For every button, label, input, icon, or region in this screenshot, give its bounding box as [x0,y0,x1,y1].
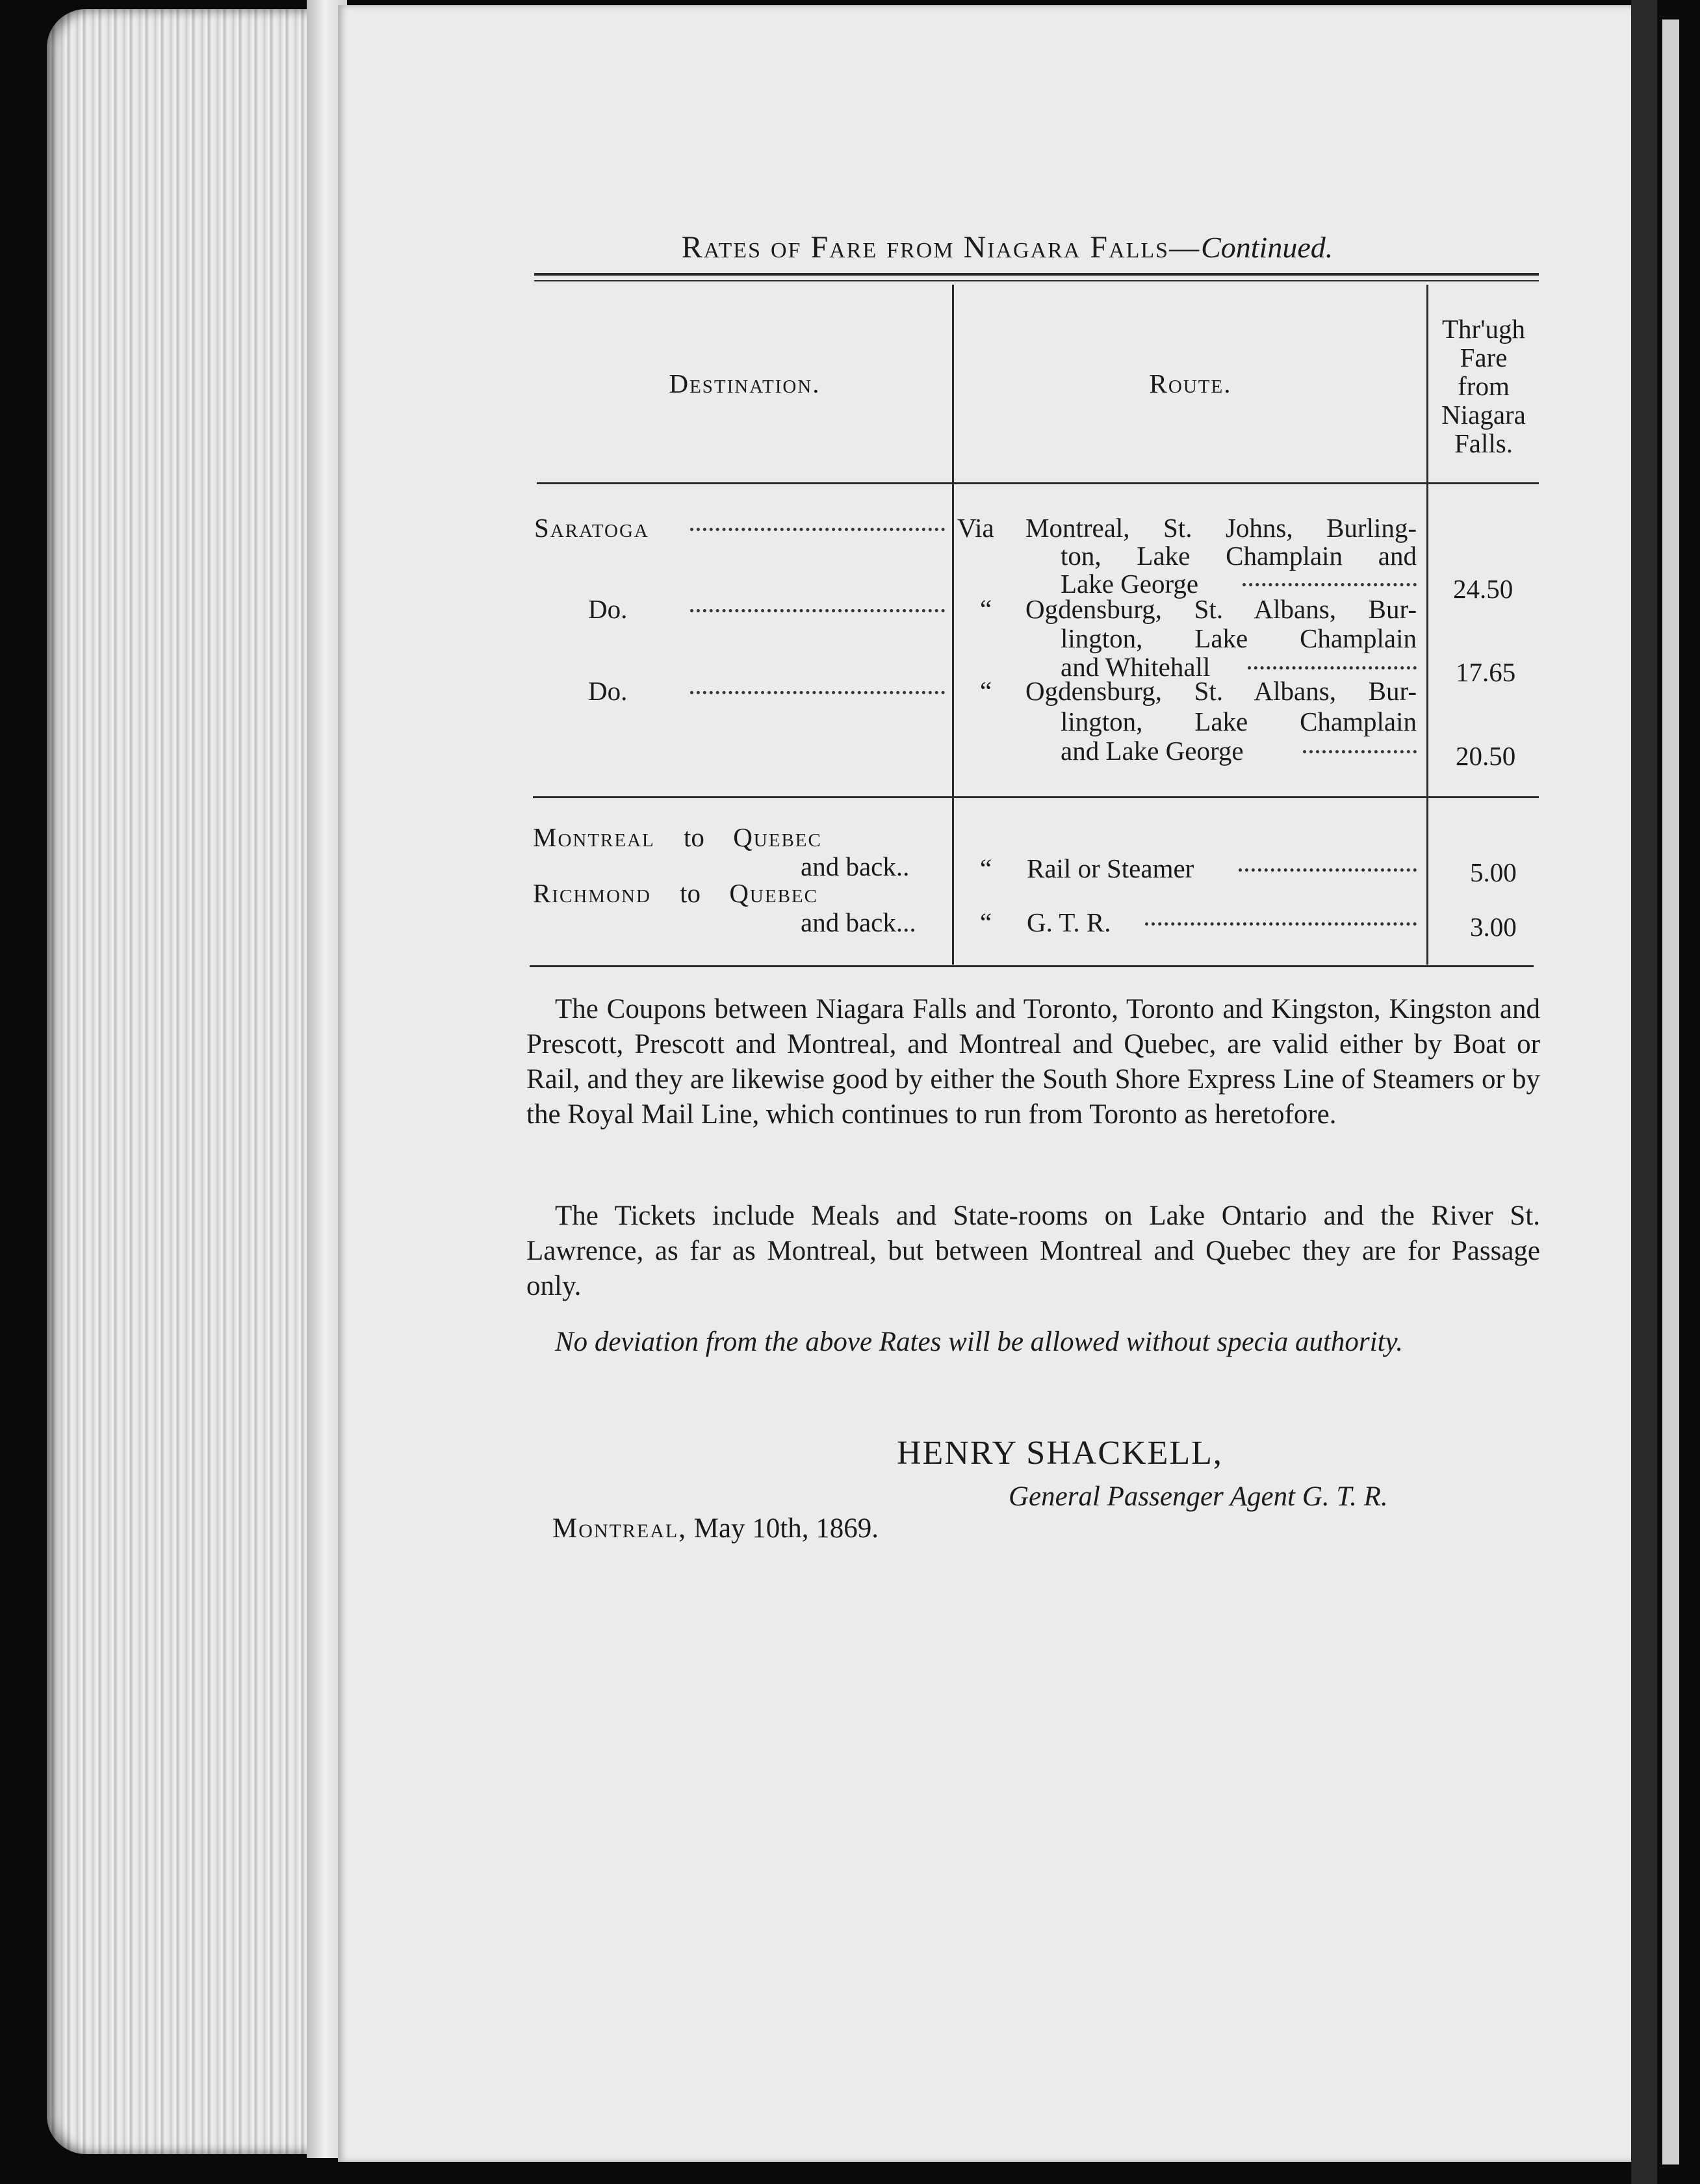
destination-richmond-quebec [533,880,949,907]
fare-value: 24.50 [1453,574,1513,604]
route-via: Via [957,513,994,543]
fare-value: 20.50 [1456,741,1516,771]
leader-dots [690,609,945,612]
destination-line2: and back.. [801,852,910,881]
route-ditto-mark: “ [980,853,992,883]
fare-value: 5.00 [1470,857,1517,887]
running-title-main: Rates of Fare from Niagara Falls [681,230,1170,265]
route-line: ton, Lake Champlain and [1061,541,1417,571]
tickets-paragraph [526,1199,1540,1304]
leader-dots [1248,666,1417,670]
header-fare-line: Falls. [1454,428,1513,458]
header-route: Route. [1149,369,1232,398]
header-fare-line: from [1458,371,1510,401]
header-fare-line: Niagara [1441,400,1526,430]
coupons-paragraph [526,992,1540,1132]
paragraph-text: The Coupons between Niagara Falls and Toronto, Toronto and Kingston, Kingston and Prescott, Prescott and Montreal, and Montreal and Quebec, are valid either by Boat or Rail, and they are likewise good by either the South Shore Express Line of Steamers or by the Royal Mail Line, which continues to run from Toronto as heretofore. [526,994,1540,1130]
dateline-place: Montreal, [552,1513,687,1544]
dateline [552,1514,879,1542]
route-line: lington, Lake Champlain [1061,623,1417,653]
table-top-rule [534,273,1539,276]
dest-from: Montreal [533,822,655,852]
scan-right-edge [1631,0,1657,2184]
dest-from: Richmond [533,878,651,908]
paragraph-text: The Tickets include Meals and State-rooms on Lake Ontario and the River St. Lawrence, as far as Montreal, but between Montreal and Quebec they are for Passage only. [526,1201,1540,1301]
route-ditto-mark: “ [980,907,992,937]
route-line: and Whitehall [1061,652,1211,682]
route-line: Montreal, St. Johns, Burling- [1025,513,1417,543]
header-bottom-rule [537,482,1539,484]
dest-to-word: to [684,822,704,852]
signature-title: General Passenger Agent G. T. R. [1009,1481,1388,1512]
header-destination: Destination. [669,369,821,398]
route-line: Ogdensburg, St. Albans, Bur- [1025,594,1417,624]
running-title-continued: Continued. [1201,231,1333,264]
route-rail-steamer: Rail or Steamer [1027,853,1194,883]
notice-text: No deviation from the above Rates will be allowed without specia authority. [555,1327,1403,1357]
dateline-date: May 10th, 1869. [693,1513,879,1544]
dest-to: Quebec [733,822,822,852]
leader-dots [690,528,945,531]
destination-ditto: Do. [588,676,628,706]
header-fare-line: Fare [1460,343,1508,372]
leader-dots [1145,922,1417,926]
route-ditto-mark: “ [980,594,992,624]
route-gtr: G. T. R. [1027,907,1111,937]
signature-name: HENRY SHACKELL, [897,1435,1223,1472]
leader-dots [690,691,945,694]
destination-montreal-quebec [533,824,949,851]
table-bottom-rule [530,965,1534,967]
leader-dots [1303,750,1417,753]
route-line: Ogdensburg, St. Albans, Bur- [1025,676,1417,706]
leader-dots [1243,583,1417,586]
destination-ditto: Do. [588,594,628,624]
route-line: Lake George [1061,569,1199,599]
header-fare-line: Thr'ugh [1441,314,1526,344]
header-fare [1428,315,1539,458]
table-top-rule-thin [534,280,1539,281]
destination-saratoga: Saratoga [534,513,649,543]
dest-to-word: to [680,878,701,908]
destination-line2: and back... [801,907,916,937]
fare-value: 3.00 [1470,912,1517,942]
route-line: lington, Lake Champlain [1061,707,1417,736]
leader-dots [1239,868,1417,872]
book-page-edges [47,9,346,2154]
running-title: Rates of Fare from Niagara Falls—Continued. [681,230,1333,265]
route-line: and Lake George [1061,736,1244,766]
deviation-notice [526,1325,1540,1360]
fare-value: 17.65 [1456,657,1516,687]
route-ditto-mark: “ [980,676,992,706]
dest-to: Quebec [729,878,818,908]
group-divider-rule [533,796,1539,798]
scan-right-strip [1662,20,1679,2164]
